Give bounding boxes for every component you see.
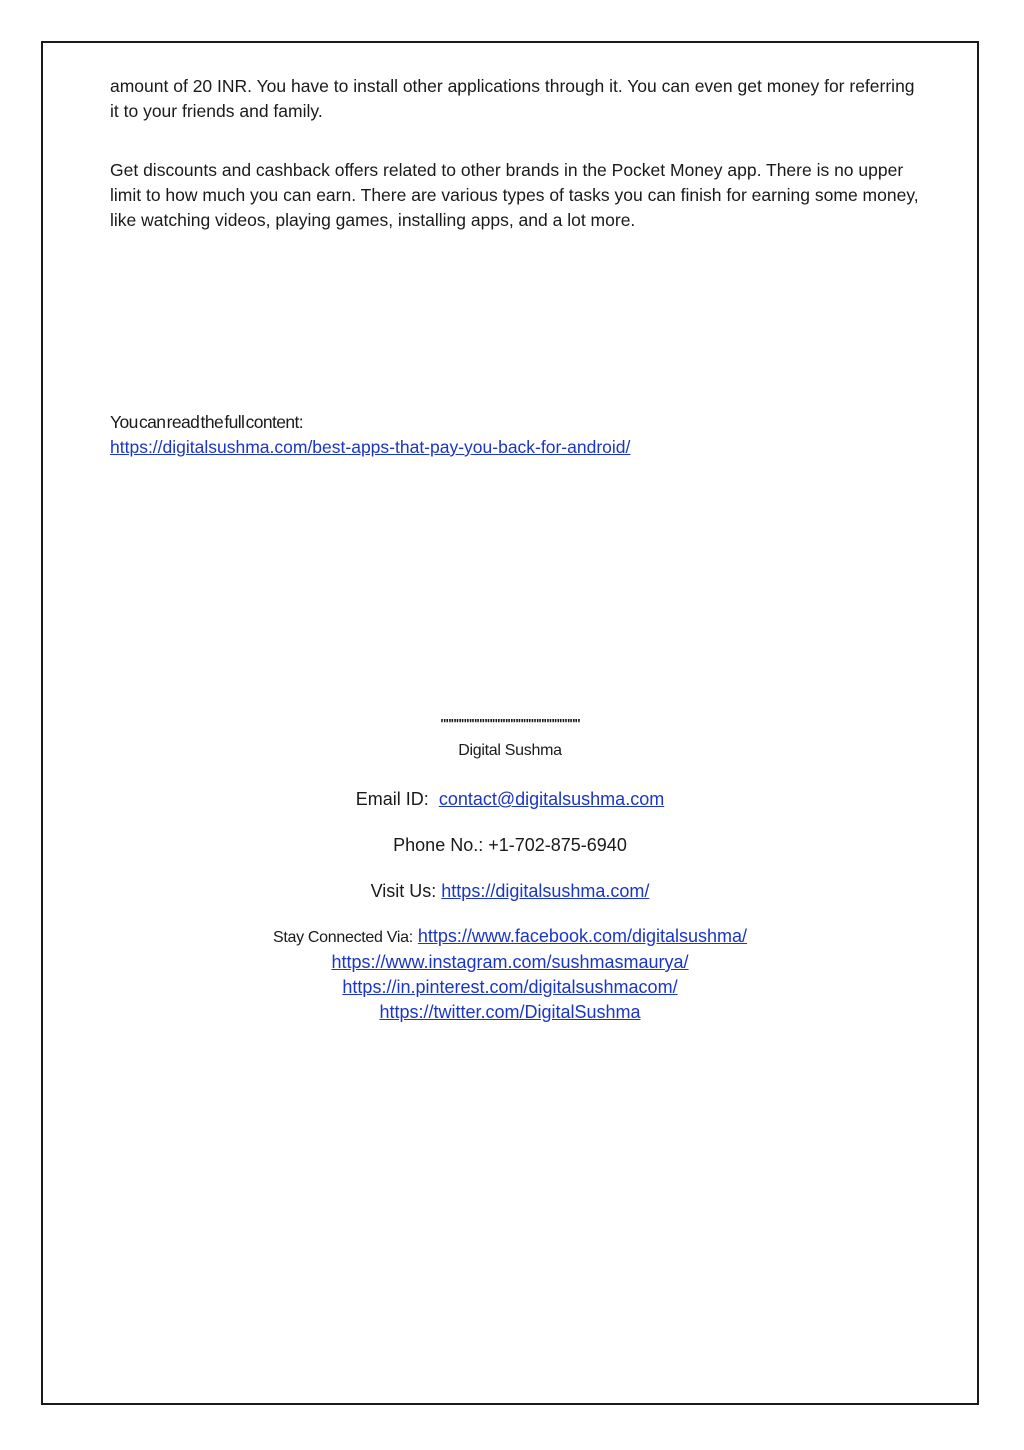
email-label: Email ID: xyxy=(355,789,429,809)
paragraph-pocket-money-referral: amount of 20 INR. You have to install other applications through it. You can even get money for referring it to your friends and family. xyxy=(110,76,915,121)
read-more-label: You can read the full content: xyxy=(110,412,304,432)
email-link[interactable]: contact@digitalsushma.com xyxy=(438,789,665,809)
read-more-block xyxy=(110,410,630,460)
footer-visit xyxy=(41,878,979,904)
footer-brand-name: Digital Sushma xyxy=(458,742,562,759)
footer-phone: Phone No.: +1-702-875-6940 xyxy=(393,835,627,855)
social-label: Stay Connected Via: xyxy=(272,929,413,946)
full-content-link[interactable]: https://digitalsushma.com/best-apps-that-pay-you-back-for-android/ xyxy=(110,437,631,457)
paragraph-pocket-money-offers: Get discounts and cashback offers related to other brands in the Pocket Money app. There is no upper limit to how much you can earn. There are various types of tasks you can finish for earning some money, like watching videos, playing games, installing apps, and a lot more. xyxy=(110,160,919,230)
instagram-link[interactable]: https://www.instagram.com/sushmasmaurya/ xyxy=(331,952,689,972)
footer-email xyxy=(41,786,979,812)
visit-label: Visit Us: xyxy=(370,881,437,901)
pinterest-link[interactable]: https://in.pinterest.com/digitalsushmacom/ xyxy=(342,977,678,997)
website-link[interactable]: https://digitalsushma.com/ xyxy=(441,881,650,901)
footer-separator: """"""""""""""""""""""""""" xyxy=(440,716,580,731)
footer-social-links xyxy=(41,924,979,1025)
facebook-link[interactable]: https://www.facebook.com/digitalsushma/ xyxy=(417,926,748,946)
twitter-link[interactable]: https://twitter.com/DigitalSushma xyxy=(379,1002,641,1022)
